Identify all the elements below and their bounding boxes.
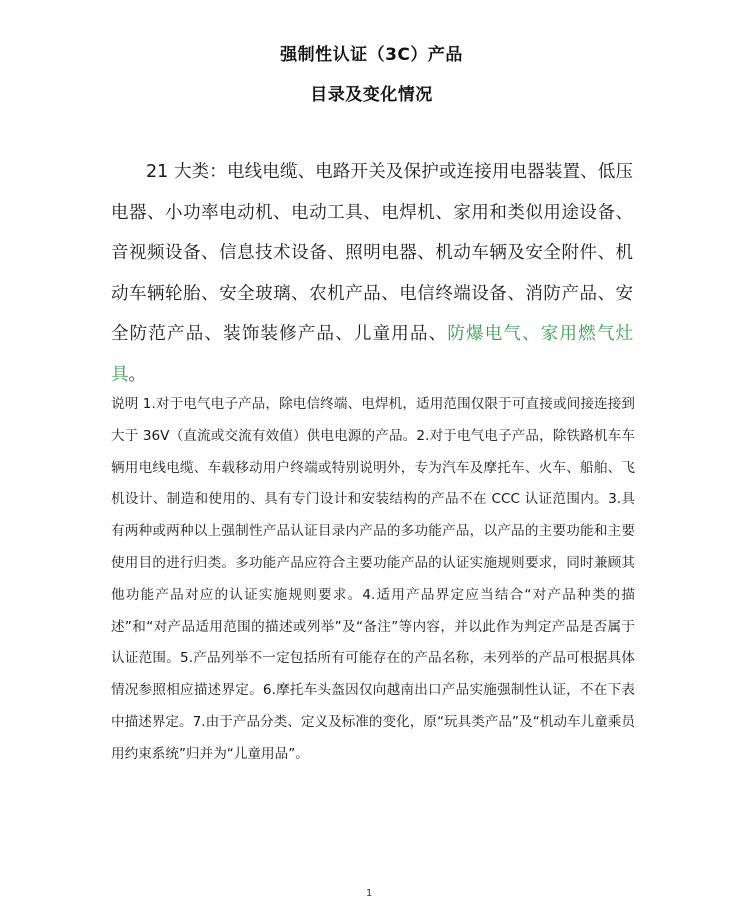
page-number: 1	[366, 888, 373, 899]
notes-paragraph: 说明 1.对于电气电子产品，除电信终端、电焊机，适用范围仅限于可直接或间接连接到大于 36V（直流或交流有效值）供电电源的产品。2.对于电气电子产品，除铁路机车车辆用电线电缆、车载移动用户终端或特别说明外，专为汽车及摩托车、火车、船舶、飞机设计、制造和使用的、具有专门设计和安装结构的产品不在 CCC 认证范围内。3.具有两种或两种以上强制性产品认证目录内产品的多功能产品，以产品的主要功能和主要使用目的进行归类。多功能产品应符合主要功能产品的认证实施规则要求，同时兼顾其他功能产品对应的认证实施规则要求。4.适用产品界定应当结合“对产品种类的描述”和“对产品适用范围的描述或列举”及“备注”等内容，并以此作为判定产品是否属于认证范围。5.产品列举不一定包括所有可能存在的产品名称，未列举的产品可根据具体情况参照相应描述界定。6.摩托车头盔因仅向越南出口产品实施强制性认证，不在下表中描述界定。7.由于产品分类、定义及标准的变化，原“玩具类产品”及“机动车儿童乘员用约束系统”归并为“儿童用品”。	[111, 396, 635, 762]
category-list-text: 21 大类：电线电缆、电路开关及保护或连接用电器装置、低压电器、小功率电动机、电动工具、电焊机、家用和类似用途设备、音视频设备、信息技术设备、照明电器、机动车辆及安全附件、机动车辆轮胎、安全玻璃、农机产品、电信终端设备、消防产品、安全防范产品、装饰装修产品、儿童用品、	[111, 162, 633, 344]
paragraph-end-punctuation: 。	[128, 364, 146, 385]
document-subtitle: 目录及变化情况	[310, 85, 433, 105]
highlighted-categories: 防爆电气、家用燃气灶具	[111, 324, 634, 385]
document-title: 强制性认证（3C）产品	[280, 45, 463, 65]
category-paragraph	[111, 152, 633, 395]
